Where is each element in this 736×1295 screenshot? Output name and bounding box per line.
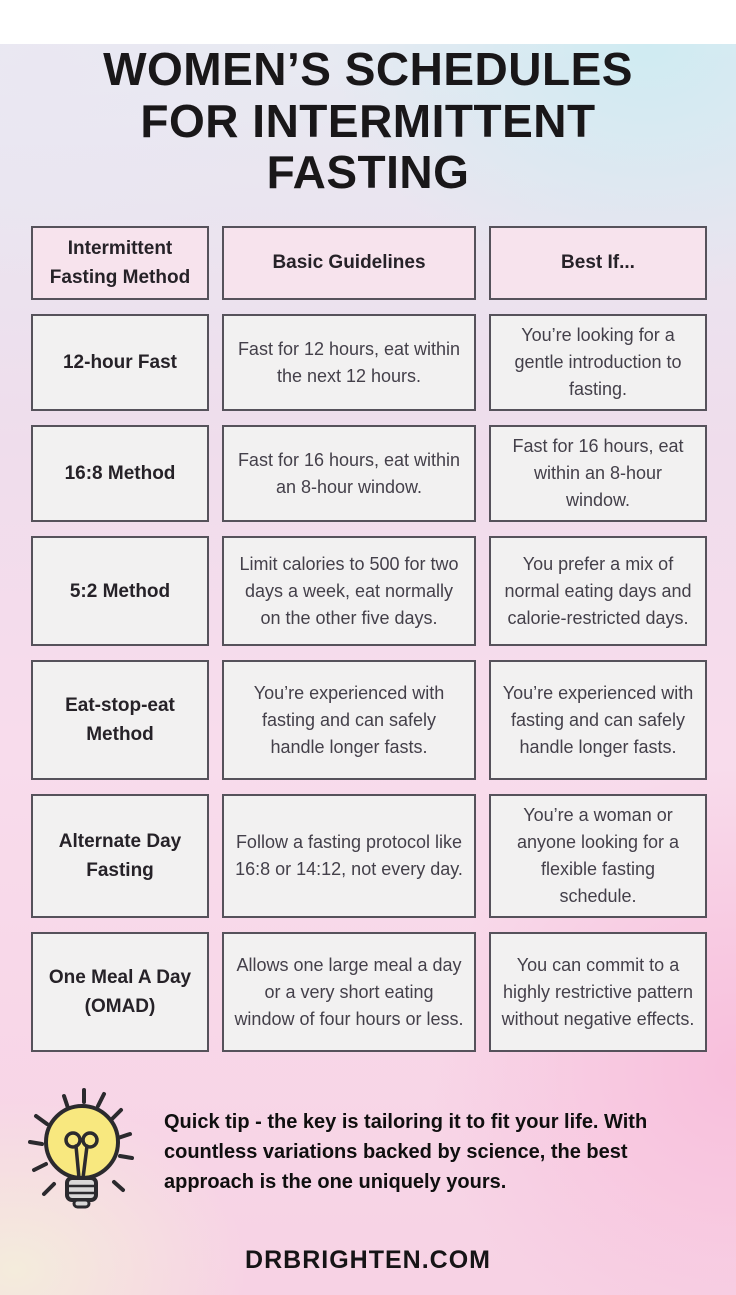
method-cell: 12-hour Fast: [31, 314, 209, 411]
method-cell: Alternate Day Fasting: [31, 794, 209, 918]
website-url: DRBRIGHTEN.COM: [245, 1246, 491, 1275]
best-if-cell: You can commit to a highly restrictive pattern without negative effects.: [489, 932, 707, 1052]
quick-tip-text: Quick tip - the key is tailoring it to fit your life. With countless variations backed by science, the best approach is the one uniquely yours.: [164, 1111, 648, 1194]
method-cell: One Meal A Day (OMAD): [31, 932, 209, 1052]
method-cell: 5:2 Method: [31, 536, 209, 646]
quick-tip-section: [22, 1082, 706, 1222]
guidelines-cell: Follow a fasting protocol like 16:8 or 14:12, not every day.: [222, 794, 476, 918]
column-header-method: Intermittent Fasting Method: [31, 226, 209, 301]
guidelines-cell: Allows one large meal a day or a very short eating window of four hours or less.: [222, 932, 476, 1052]
best-if-cell: You’re looking for a gentle introduction to fasting.: [489, 314, 707, 411]
title-line-2: FOR INTERMITTENT: [140, 94, 596, 147]
guidelines-cell: You’re experienced with fasting and can safely handle longer fasts.: [222, 660, 476, 780]
guidelines-cell: Fast for 12 hours, eat within the next 12 hours.: [222, 314, 476, 411]
lightbulb-icon: [22, 1082, 152, 1222]
title-line-3: FASTING: [266, 146, 470, 199]
title-line-1: WOMEN’S SCHEDULES: [103, 43, 633, 95]
best-if-cell: You’re experienced with fasting and can safely handle longer fasts.: [489, 660, 707, 780]
column-header-guidelines: Basic Guidelines: [222, 226, 476, 301]
method-cell: Eat-stop-eat Method: [31, 660, 209, 780]
best-if-cell: You prefer a mix of normal eating days and calorie-restricted days.: [489, 536, 707, 646]
page-title: [0, 44, 736, 199]
guidelines-cell: Limit calories to 500 for two days a week, eat normally on the other five days.: [222, 536, 476, 646]
best-if-cell: Fast for 16 hours, eat within an 8-hour window.: [489, 425, 707, 522]
column-header-best-if: Best If...: [489, 226, 707, 301]
infographic-page: [0, 44, 736, 1295]
guidelines-cell: Fast for 16 hours, eat within an 8-hour window.: [222, 425, 476, 522]
method-cell: 16:8 Method: [31, 425, 209, 522]
fasting-methods-table: [31, 226, 705, 1053]
best-if-cell: You’re a woman or anyone looking for a flexible fasting schedule.: [489, 794, 707, 918]
